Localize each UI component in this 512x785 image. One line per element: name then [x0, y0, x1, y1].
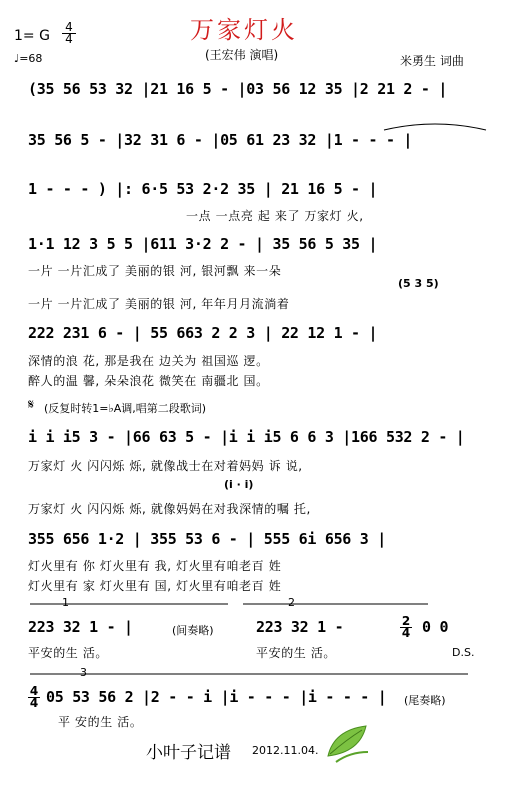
lyric-row-3: 一点 一点亮 起 来了 万家灯 火,	[186, 209, 364, 223]
triplet-annotation-2: (i · i)	[224, 478, 254, 491]
segno-mark: 𝄋	[28, 397, 35, 413]
notation-row-7: 355 656 1·2 | 355 53 6 - | 555 6i 656 3 |	[28, 530, 386, 548]
singer-credit: (王宏伟 演唱)	[205, 48, 279, 62]
volta-3: 3	[80, 666, 87, 679]
time-bottom: 4	[62, 33, 76, 45]
notation-row-1: (35 56 53 32 |21 16 5 - |03 56 12 35 |2 21 2 - |	[28, 80, 448, 98]
song-title: 万家灯火	[190, 16, 298, 44]
volta-2: 2	[288, 596, 295, 609]
time-signature	[62, 22, 76, 45]
notation-row-2: 35 56 5 - |32 31 6 - |05 61 23 32 |1 - - - |	[28, 131, 413, 149]
lyric-row-6a: 万家灯 火 闪闪烁 烁, 就像战士在对着妈妈 诉 说,	[28, 459, 303, 473]
key-signature: 1= G	[14, 28, 50, 44]
notation-row-8b: 223 32 1 -	[256, 618, 344, 636]
rest-bar: 0 0	[422, 618, 449, 636]
lyric-row-6b: 万家灯 火 闪闪烁 烁, 就像妈妈在对我深情的嘱 托,	[28, 502, 311, 516]
composer-credit: 米勇生 词曲	[400, 54, 464, 68]
repeat-instruction: (反复时转1=♭A调,唱第二段歌词)	[44, 402, 207, 415]
lyric-row-4b: 一片 一片汇成了 美丽的银 河, 年年月月流淌着	[28, 297, 290, 311]
triplet-annotation: (5 3 5)	[398, 277, 439, 290]
notation-row-8a: 223 32 1 - |	[28, 618, 133, 636]
lyric-row-8a: 平安的生 活。	[28, 646, 109, 660]
notation-row-9: 05 53 56 2 |2 - - i |i - - - |i - - - |	[46, 688, 387, 706]
lyric-row-5a: 深情的浪 花, 那是我在 边关为 祖国巡 逻。	[28, 354, 269, 368]
lyric-row-5b: 醉人的温 馨, 朵朵浪花 微笑在 南疆北 国。	[28, 374, 269, 388]
notation-row-3: 1 - - - ) |: 6·5 53 2·2 35 | 21 16 5 - |	[28, 180, 378, 198]
ds-marking: D.S.	[452, 646, 475, 659]
time-signature-2-4	[400, 616, 412, 639]
time2-bottom: 4	[401, 626, 411, 640]
time-signature-4-4	[28, 686, 40, 709]
transcription-date: 2012.11.04.	[252, 744, 319, 757]
volta-1: 1	[62, 596, 69, 609]
time4-bottom: 4	[29, 696, 39, 710]
notation-row-6: i i i5 3 - |66 63 5 - |i i i5 6 6 3 |166 532 2 - |	[28, 428, 465, 446]
volta-brackets	[28, 598, 498, 612]
lyric-row-9: 平 安的生 活。	[58, 715, 143, 729]
tempo-marking: ♩=68	[14, 52, 43, 65]
time4-top: 4	[29, 684, 39, 698]
lyric-row-4a: 一片 一片汇成了 美丽的银 河, 银河飘 来一朵	[28, 264, 282, 278]
tie-arc	[380, 118, 490, 134]
volta-bracket-3	[28, 668, 498, 680]
lyric-row-8b: 平安的生 活。	[256, 646, 337, 660]
leaf-logo	[322, 722, 374, 766]
notation-row-5: 222 231 6 - | 55 663 2 2 3 | 22 12 1 - |	[28, 324, 378, 342]
notation-row-4: 1·1 12 3 5 5 |611 3·2 2 - | 35 56 5 35 |	[28, 235, 378, 253]
interlude-note: (间奏略)	[172, 624, 214, 637]
lyric-row-7a: 灯火里有 你 灯火里有 我, 灯火里有咱老百 姓	[28, 559, 282, 573]
time2-top: 2	[401, 614, 411, 628]
transcriber-signature: 小叶子记谱	[146, 743, 231, 763]
lyric-row-7b: 灯火里有 家 灯火里有 国, 灯火里有咱老百 姓	[28, 579, 282, 593]
time-top: 4	[65, 20, 73, 34]
outro-note: (尾奏略)	[404, 694, 446, 707]
